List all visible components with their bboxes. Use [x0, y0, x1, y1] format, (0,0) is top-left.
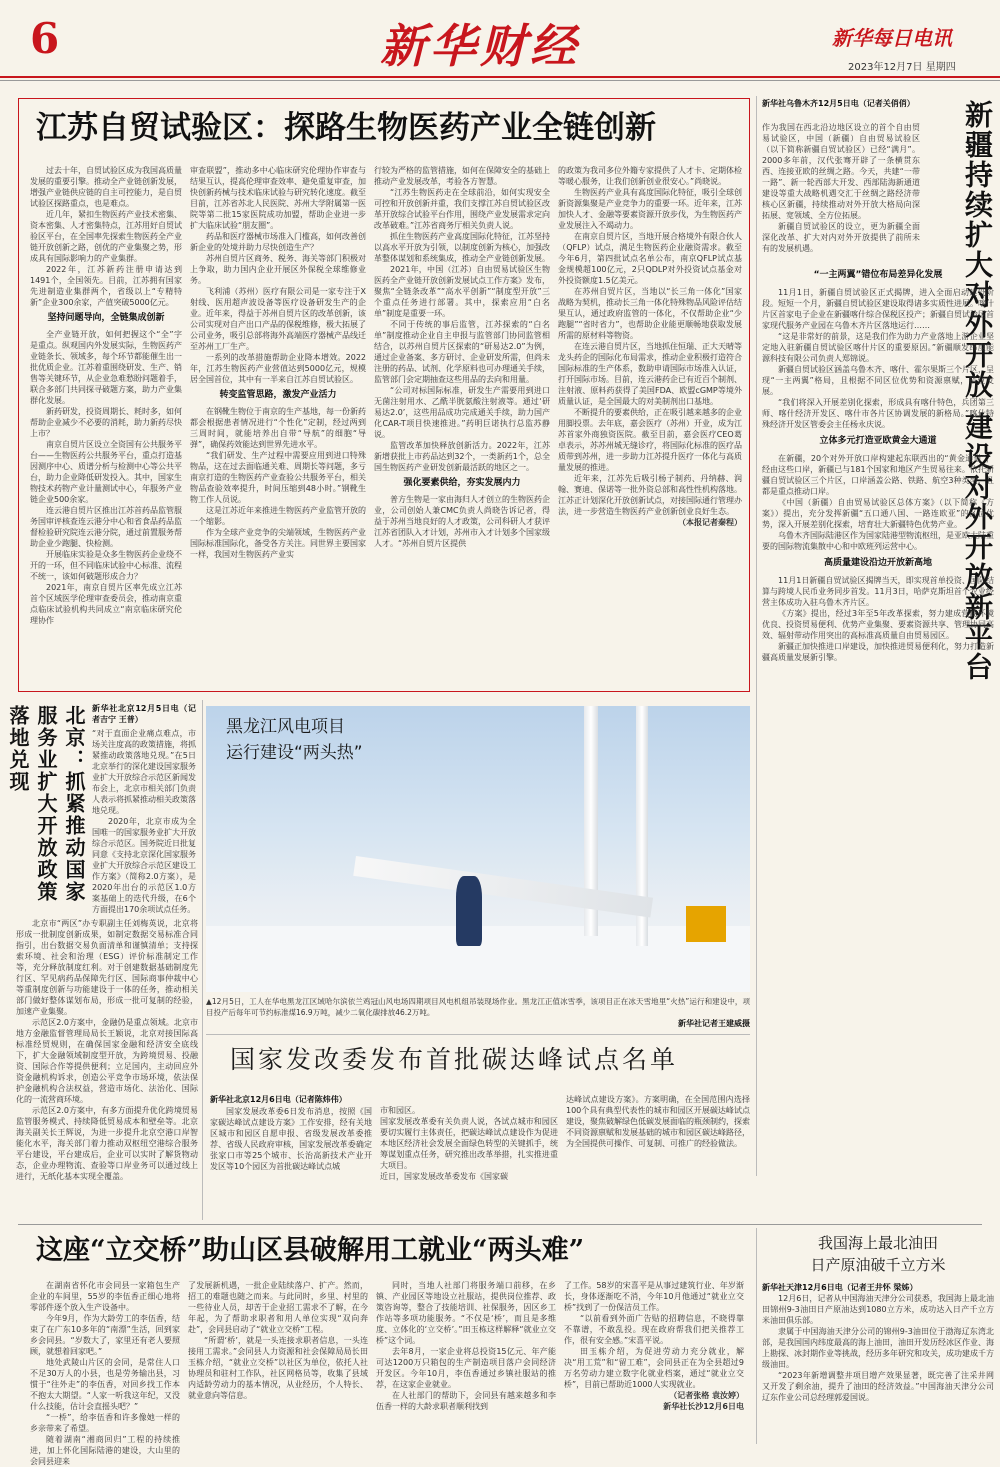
- lead-paragraph: 一系列的改革措施帮助企业降本增效。2022年，江苏生物医药产业营值达到5000亿元，规模居全国首位，其中有一半来自江苏自贸试验区。: [190, 353, 366, 384]
- shandong-paragraph: 了工作。58岁的宋喜平是从事过建筑行业、年岁渐长，身体逐渐吃不消，今年10月他通过“就业立交桥”找到了一份保洁员工作。: [564, 1281, 744, 1312]
- wind-turbine-photo: [206, 706, 750, 992]
- xinjiang-subheading: 立体多元打造亚欧黄金大通道: [819, 436, 937, 446]
- oilfield-paragraph: 12月6日，记者从中国海油天津分公司获悉，我国海上最北油田锦州9-3油田日产原油达到1080立方米，成功达入日产千立方米油田俱乐部。: [762, 1294, 994, 1325]
- lead-paragraph: 行较为严格的监管措施，如何在保障安全的基础上推动产业发展改革，考验各方智慧。: [374, 166, 550, 186]
- lead-col-1: [30, 165, 182, 687]
- xinjiang-intro: [762, 122, 920, 262]
- lead-paragraph: “我们研发、生产过程中需要应用到进口特殊物品，这在过去面临通关难、周期长等问题，多亏南京打造的生物医药产业查验公共服务平台，相关物品查验效率提升，时间压缩到48小时。”钢靴生物工作人员说。: [190, 451, 366, 504]
- lead-paragraph: 连云港自贸片区推出江苏首药品监管服务国审评核查连云港分中心和省食品药品监督检验研究院连云港分院，通过前置服务帮助企业少跑腿、快检测。: [30, 506, 182, 548]
- shandong-paragraph: 同时，当地人社部门将服务端口前移，在乡镇、产业园区等地设立社服站，提供岗位推荐、政策咨询等，整合了技能培训、社保服务，因区乡工作站等多项功能服务。“不仅是‘桥’，而且是多维度、立体化的‘立交桥’。”田玉栋这样解释“就业立交桥”这个词。: [376, 1281, 556, 1345]
- xinjiang-paragraph: “我们将深入开展差别化探索，形成具有喀什特色，兵团第三师、喀什经济开发区、喀什市各片区协调发展的新格局。”喀什特殊经济开发区管委会主任杨永庆说。: [762, 398, 994, 429]
- xinjiang-paragraph: 新疆正加快推进口岸建设，加快推进贸易便利化，努力打造新疆高质量发展新引擎。: [762, 642, 994, 662]
- oilfield-paragraph: “2023年新增调整井项目增产效果显著，既完善了注采井网又开发了剩余油，提升了油田的经济效益。”中国海油天津分公司辽东作业公司总经理郭爱国说。: [762, 1371, 994, 1402]
- lead-paragraph: 全产业链开放，如何把握这个“全”字是重点。纵观国内外发展实际，生物医药产业链条长、领域多，每个环节都能催生出一批优质企业。江苏着重围绕研发、生产、销售等关键环节，从企业急难愁盼问题着手，联合多部门共同探寻破题方案，助力产业集群化发展。: [30, 330, 182, 405]
- ndrc-paragraph: 市和园区。 国家发展改革委有关负责人说，各试点城市和园区要切实履行主体责任，把碳达峰试点建设作为促进本地区经济社会发展全面绿色转型的关键抓手，统筹谋划重点任务，研究推出改革举措，扎实推进重大项目。 近日，国家发展改革委发布《国家碳: [380, 1106, 558, 1181]
- lead-paragraph: 苏州自贸片区商务、税务、海关等部门积极对上争取，助力国内企业开展区外保税全球维修业务。: [190, 254, 366, 285]
- xinjiang-paragraph: 乌鲁木齐国际陆港区作为国家陆港型物流枢纽，是亚欧大陆重要的国际物流集散中心和中欧班列运营中心。: [762, 531, 994, 551]
- shandong-col-2: [188, 1280, 368, 1444]
- oilfield-headline: [762, 1232, 994, 1276]
- lead-paragraph: 飞利浦（苏州）医疗有限公司是一家专注于X射线、医用超声波设备等医疗设备研发生产的企业。近年来，得益于苏州自贸片区的改革创新，该公司实现对自产出口产品的保税维修，极大拓展了公司业务，吸引总部将海外高端医疗器械产品线迁至苏州工厂生产。: [190, 287, 366, 351]
- lead-paragraph: 作为全球产业竞争的尖端领域，生物医药产业国际标准国际化，备受各方关注。同世界主要国家一样，我国对生物医药产业实: [190, 528, 366, 559]
- header-rule: [0, 76, 1000, 78]
- page-header: [0, 0, 1000, 88]
- lead-paragraph: 审查联盟”，推动多中心临床研究伦理协作审查与结果互认，提高伦理审查效率、避免重复审查，加快创新药械与技术临床试验与研究转化速度。截至目前，江苏省苏北人民医院、苏州大学附属第一医院等第二批15家医院成功加盟，帮助企业进一步扩大临床试验“朋友圈”。: [190, 166, 366, 230]
- beijing-dateline: 新华社北京12月5日电（记者吉宁 王普）: [92, 704, 196, 724]
- xinjiang-paragraph: 作为我国在西北沿边地区设立的首个自由贸易试验区，中国（新疆）自由贸易试验区（以下简称新疆自贸试验区）已经“满月”。2000多年前，汉代张骞开辟了一条横贯东西、连接亚欧的丝绸之路。今天，共建“一带一路”、新一轮西部大开发、西部陆海新通道建设等重大战略机遇交汇于丝绸之路经济带核心区新疆，持续推动对外开放大格局向深拓展、宽领域、全方位拓展。: [762, 123, 920, 220]
- lead-paragraph: 新药研发，投资周期长、耗时多，如何帮助企业减少不必要的消耗，助力新药尽快上市？: [30, 407, 182, 438]
- beijing-paragraph: “对于直面企业痛点难点，市场关注度高的政策措施，将抓紧推动政策落地兑现。”在5日北京举行的深化建设国家服务业扩大开放综合示范区新闻发布会上，北京市相关部门负责人表示将抓紧推动相关政策落地兑现。: [92, 729, 196, 815]
- xinjiang-headline: 新疆持续扩大对外开放 建设对外开放新平台: [961, 100, 994, 682]
- crane-base: [686, 906, 726, 942]
- lead-col-4: [558, 165, 742, 687]
- lead-paragraph: 监管改革加快释放创新活力。2022年，江苏新增获批上市药品达到32个，一类新药1个，总全国生物医药产业研发创新最活跃的地区之一。: [374, 441, 550, 472]
- lead-paragraph: 在连云港自贸片区，当地抓住恒瑞、正大天晴等龙头药企的国际化布局需求，推动企业积极打造符合国际标准的生产体系，数助申请国际市场准入认证，打开国际市场。目前，连云港药企已有近百个制剂、注射液、原料药获得了美国FDA、欧盟cGMP等境外质量认证，是全国最大的对美制剂出口基地。: [558, 342, 742, 406]
- shandong-byline: （记者张格 袁汝婷）: [669, 1391, 744, 1400]
- xinjiang-subheading: 高质量建设沿边开放新高地: [823, 558, 932, 568]
- lead-paragraph: 2021年，南京自贸片区率先成立江苏首个区域医学伦理审查委员会，推动南京重点临床试验机构共同成立“南京临床研究伦理协作: [30, 583, 182, 625]
- xinjiang-paragraph: 《中国（新疆）自由贸易试验区总体方案》（以下简称《方案》）提出，充分发挥新疆“五口通八国、一路连欧亚”的区位优势，深入开展差别化探索，培育壮大新疆特色优势产业。: [762, 498, 994, 529]
- oilfield-divider: [756, 1228, 757, 1444]
- xinjiang-dateline: 新华社乌鲁木齐12月5日电（记者关俏俏）: [762, 99, 915, 108]
- masthead-brand: 新华每日电讯: [832, 26, 952, 50]
- shandong-paragraph: 了发展新机遇，一批企业陆续落户、扩产。然而，招工的难题也随之而来。与此同时，乡里、村里的一些待业人员，却苦于企业招工需求不了解，在今年起，为了帮助求职者和用人单位实现“双向奔赴”，会同县启动了“就业立交桥”工程。: [188, 1281, 368, 1334]
- lead-paragraph: 抓住生物医药产业高度国际化特征，江苏坚持以高水平开放为引领，以制度创新为核心，加强改革整体谋划和系统集成，推动全产业链创新发展。: [374, 232, 550, 263]
- shandong-col-4: [564, 1280, 744, 1444]
- worker-figure: [456, 876, 482, 946]
- shandong-paragraph: “所谓‘桥’，就是一头连接求职者信息，一头连接用工需求。”会同县人力资源和社会保障局局长田玉栋介绍，“就业立交桥”以社区为单位，依托人社协理员和驻村工作队，社区网格员等，收集了县域内适龄劳动力的基本情况，从业经历，个人特长、就业意向等信息。: [188, 1336, 368, 1400]
- ndrc-paragraph: 国家发展改革委6日发布消息，按照《国家碳达峰试点建设方案》工作安排，经有关地区城市和园区自愿申报、省级发展改革委推荐、省级人民政府审核，国家发展改革委确定张家口市等25个城市、长治高新技术产业开发区等10个园区为首批碳达峰试点城: [210, 1107, 372, 1171]
- xinjiang-paragraph: 新疆自贸试验区涵盖乌鲁木齐、喀什、霍尔果斯三个片区，呈现“一主两翼”格局，且根据不同区位优势和资源禀赋，错位发展。: [762, 365, 994, 396]
- photo-caption: ▲12月5日，工人在华电黑龙江区域哈尔滨依兰鸡冠山风电场四期项目风电机组吊装现场作业。黑龙江正值冰雪季，该项目正在冰天雪地里“火热”运行和建设中，项目投产后每年可节约标准煤16.9万吨，减少二氧化碳排放46.2万吨。: [206, 997, 750, 1017]
- shandong-col-1: [30, 1280, 180, 1466]
- lead-subheading: 强化要素供给，夯实发展内力: [403, 478, 521, 488]
- beijing-paragraph: 示范区2.0方案中，有多方面提升优化跨境贸易监管服务模式、持续降低贸易成本和壁垒等。北京海关副关长王辉说，为进一步提升北京空港口岸智能化水平，海关部门着力推动双枢纽空港综合服务平台建设，平台建成后，企业可以实时了解货物动态，企业办理物流、查验等口岸业务可以通过线上进行，无纸化基本实现全覆盖。: [16, 1106, 198, 1181]
- ndrc-rule-top: [206, 1034, 750, 1035]
- lead-paragraph: 近年来，江苏先后吸引杨子制药、丹纳赫、润翰、赛迪、保诺等一批外资总部和高性性机构落地。江苏正计划深化开放创新试点，对接国际通行管理办法，进一步营造生物医药产业创新创业良好生态。: [558, 474, 742, 516]
- lead-paragraph: “江苏生物医药走在全球前沿，如何实现安全可控和开放创新并重，我们支撑江苏自贸试验区改革开放综合试验平台作用，围绕产业发展需求定向改革破难。”江苏省商务厅相关负责人说。: [374, 188, 550, 230]
- xinjiang-divider: [756, 96, 757, 1176]
- lead-paragraph: 不同于传统的事后监管，江苏探索的“白名单”制度推动企业自主申报与监管部门协同监管相结合，以苏州自贸片区探索的“研易达2.0”为例，通过企业备案、多方研讨、企业研发所需，但尚未注册的药品、试剂、化学原料也可办理通关手续，监管部门会定期抽查这些用品的去向和用量。: [374, 320, 550, 384]
- xinjiang-paragraph: 在新疆，20个对外开放口岸构建起东联西出的“黄金通道”，经由这些口岸，新疆已与181个国家和地区产生贸易往来。依托新疆自贸试验区三个片区，口岸涵盖公路、铁路、航空3种类型，且都是重点推动口岸。: [762, 454, 994, 496]
- lead-paragraph: “公司对标国际标准，研发生产需要用到进口无菌注射用水、乙酰半胱氨酸注射液等。通过‘研易达2.0’，这些用品成功完成通关手续，助力国产化CAR-T项目快速推进。”药明巨诺执行总监苏静说。: [374, 386, 550, 439]
- lead-headline: 江苏自贸试验区：探路生物医药产业全链创新: [36, 110, 656, 146]
- shandong-dateline-end: 新华社长沙12月6日电: [663, 1402, 744, 1411]
- lead-paragraph: 在苏州自贸片区，当地以“长三角一体化”国家战略为契机，推动长三角一体化特殊物品风险评估结果互认，通过政府监管的一体化，不仅帮助企业“少跑腿”“省时省力”，也帮助企业能更顺畅地获取发展所需的原材料等物资。: [558, 287, 742, 340]
- xinjiang-body: [762, 266, 994, 1172]
- ndrc-dateline: 新华社北京12月6日电（记者陈炜伟）: [210, 1095, 347, 1104]
- photo-credit: 新华社记者王建威摄: [678, 1019, 750, 1028]
- xinjiang-paragraph: “这是非常好的前景，这是我们作为助力产业落地上游企业坚定地入驻新疆自贸试验区喀什片区的重要原因。”新疆顺发纬度能源科技有限公司负责人郑锦说。: [762, 332, 994, 363]
- section-title: 新华财经: [380, 19, 580, 73]
- beijing-headline: 北京：抓紧推动国家服务业扩大开放政策落地兑现: [6, 705, 86, 903]
- oilfield-body: [762, 1282, 994, 1444]
- lead-paragraph: 2021年，中国（江苏）自由贸易试验区生物医药全产业链开放创新发展试点工作方案》发布，聚焦“全链条改革”“高水平创新”“制度型开放”三个重点任务进行部署。其中，探索应用“白名单”制度是重要一环。: [374, 265, 550, 318]
- shandong-paragraph: “一桥”，给李伍香和许多像她一样的乡亲带来了希望。: [30, 1413, 180, 1433]
- xinjiang-paragraph: 11月1日，新疆自贸试验区正式揭牌，进入全面启动建设阶段。短短一个月，新疆自贸试验区建设取得诸多实质性进展。喀什片区首家电子企业在新疆喀什综合保税区投产；新疆自贸试验区首家现代服务产业园在乌鲁木齐片区落地运行……: [762, 288, 994, 330]
- lead-col-2: [190, 165, 366, 687]
- photo-title-line-2: 运行建设“两头热”: [226, 743, 363, 763]
- issue-date: 2023年12月7日 星期四: [848, 62, 956, 73]
- page-number: 6: [30, 14, 60, 63]
- beijing-divider: [202, 700, 203, 1220]
- lead-paragraph: 开展临床实验是众多生物医药企业绕不开的一环，但不同临床试验中心标准、流程不统一，该如何破题形成合力？: [30, 550, 182, 581]
- lead-paragraph: 近几年，紧扣生物医药产业技术密集、资本密集、人才密集特点，江苏用好自贸试验区平台，在全国率先探索生物医药全产业链开放创新之路，创优的产业集聚之势，形成具有国际影响力的产业集群。: [30, 210, 182, 263]
- shandong-paragraph: 在湖南省怀化市会同县一家箱包生产企业的车间里，55岁的李伍香正细心地将零部件逐个放入生产设备中。: [30, 1281, 180, 1312]
- shandong-col-3: [376, 1280, 556, 1444]
- oilfield-paragraph: 隶属于中国海油天津分公司的锦州9-3油田位于渤海辽东湾北部，是我国国内纬度最高的海上油田，油田开发历经冰区作业、海上勘探、冰封期作业等挑战，经历多年研究和攻关，成功建成千方级油田。: [762, 1327, 994, 1369]
- shandong-paragraph: 田玉栋介绍，为促进劳动力充分就业，解决“用工荒”和“留工难”，会同县正在为全县超过9万名劳动力建立数字化就业档案，通过“就业立交桥”，目前已帮助近1000人实现就业。: [564, 1347, 744, 1389]
- ndrc-col-2: [380, 1094, 558, 1212]
- lead-paragraph: 普方生物是一家由海归人才创立的生物医药企业，公司创始人兼CMC负责人尚晓告诉记者，得益于苏州当地良好的人才政策，公司科研人才获评江苏省团队入才计划，苏州市入才计划多个国家级人才。“苏州自贸片区提供: [374, 495, 550, 548]
- lead-col-3: [374, 165, 550, 687]
- xinjiang-paragraph: 11月1日新疆自贸试验区揭牌当天，即实现首单投资、国际结算与跨境人民币业务同步首发。11月3日，哈萨克斯坦首个农业经营主体成功入驻乌鲁木齐片区。: [762, 576, 994, 607]
- beijing-paragraph: 2020年，北京市成为全国唯一的国家服务业扩大开放综合示范区。国务院近日批复同意《支持北京深化国家服务业扩大开放综合示范区建设工作方案》（简称2.0方案），是2020年出台的示范区1.0方案基础上的迭代升级，在6个方面提出170余项试点任务。: [92, 817, 196, 914]
- shandong-paragraph: 去年8月，一家企业将总投资15亿元、年产能可达1200万只箱包的生产制造项目落户会同经济开发区。今年10月，李伍香通过乡镇社服站的推荐，在这家企业就业。: [376, 1347, 556, 1389]
- shandong-paragraph: 地处武陵山片区的会同，是常住人口不足30万人的小县，也是劳务输出县，习惯于“往外走”的李伍香，对回乡找工作本不抱太大期望。“人家一听我这年纪，又没什么技能，估计会直摇头吧？”: [30, 1358, 180, 1411]
- lead-paragraph: 生物医药产业具有高度国际化特征，吸引全球创新资源集聚是产业竞争力的重要一环。近年来，江苏加快人才、金融等要素资源开放步伐，为生物医药产业发展注入不竭动力。: [558, 188, 742, 230]
- bottom-rule: [18, 1224, 982, 1225]
- lead-paragraph: 药品和医疗器械市场准入门槛高，如何改善创新企业的处境并助力尽快创造生产？: [190, 232, 366, 252]
- ndrc-col-3: [566, 1094, 750, 1212]
- lead-paragraph: 不断提升的要素供给，正在吸引越来越多的企业用脚投票。去年底，嘉会医疗（苏州）开业，成为江苏首家外商独资医院。截至目前，嘉会医疗CEO葛卓表示，苏苏州城无缝诊疗，将国际化标准的医疗品质带到苏州，进一步助力江苏提升医疗一体化与高质量发展的推进。: [558, 408, 742, 472]
- oilfield-headline-line-2: 日产原油破千立方米: [810, 1256, 946, 1274]
- beijing-body-top: [92, 728, 196, 914]
- xinjiang-paragraph: 《方案》提出，经过3年至5年改革探索，努力建成营商环境优良、投资贸易便利、优势产业集聚、要素资源共享、管理协同高效、辐射带动作用突出的高标准高质量自由贸易园区。: [762, 609, 994, 640]
- turbine-blade: [353, 856, 653, 918]
- lead-paragraph: 2022年，江苏新药注册申请达到1491个，全国领先。目前，江苏拥有国家先进制造业集群两个，省级以上“专精特新”企业300余家，产值突破5000亿元。: [30, 265, 182, 307]
- lead-paragraph: 南京自贸片区设立全资国有公共服务平台——生物医药公共服务平台，重点打造基因测序中心、质谱分析与检测中心等公共平台，助力企业降低研发投入。其中，国家生物技术药物产业计量测试中心，年服务产业链企业500余家。: [30, 440, 182, 504]
- beijing-paragraph: 示范区2.0方案中，金融仍是重点领域。北京市地方金融监督管理局局长王颖说，北京对接国际高标准经贸规则，在确保国家金融和经济安全底线下，扩大金融领域制度型开放，为跨境贸易、投融资、国际合作等提供便利；立足国内，主动回应外资金融机构诉求，创造公平竞争市场环境，依法保护金融机构合法权益，营造市场化、法治化、国际化的一流营商环境。: [16, 1018, 198, 1104]
- lead-paragraph: 这是江苏近年来推进生物医药产业监管开放的一个缩影。: [190, 506, 366, 526]
- shandong-headline: 这座“立交桥”助山区县破解用工就业“两头难”: [36, 1235, 585, 1266]
- oilfield-dateline: 新华社天津12月6日电（记者王井怀 梁姊）: [762, 1283, 918, 1292]
- beijing-paragraph: 北京市“两区”办专职副主任刘梅英说，北京将形成一批制度创新成果，如制定数据交易标准合同指引，出台数据交易负面清单和谨慎清单；支持探索环境、社会和治理（ESG）评价标准制定工作等，充分释放制度红利。对于创建数据基础制度先行区、罕见病药品保障先行区、国际商事仲裁中心等重制度创新与功能建设于一体的任务，推动相关部门做好整体谋划布局，形成一批可复制的经验，加速产业集聚。: [16, 919, 198, 1016]
- lead-subheading: 坚持问题导向，全链集成创新: [47, 313, 165, 323]
- xinjiang-subheading: “一主两翼”错位布局差异化发展: [813, 270, 943, 280]
- lead-paragraph: 的政策为我司多位外籍专家提供了人才卡、定期体检等暖心服务，让我们创新创业很安心。”尚晓说。: [558, 166, 742, 186]
- shandong-paragraph: “以前看到外面广告贴的招聘信息，不晓得靠不靠谱，不敢乱投。现在政府帮我们把关推荐工作，很有安全感。”宋喜平说。: [564, 1314, 744, 1345]
- xinjiang-paragraph: 新疆自贸试验区的设立，更为新疆全面深化改革、扩大对内对外开放提供了前所未有的发展机遇。: [762, 222, 920, 253]
- lead-paragraph: 在钢靴生物位于南京的生产基地，每一份新药都会根据患者情况进行“个性化”定制，经过两到三周时间，就能培养出自带“导航”的细胞“导弹”，确保药效能达到世界先进水平。: [190, 407, 366, 449]
- ndrc-paragraph: 达峰试点建设方案》。方案明确，在全国范围内选择100个具有典型代表性的城市和园区开展碳达峰试点建设，聚焦破解绿色低碳发展面临的瓶颈制约，探索不同资源禀赋和发展基础的城市和园区碳达峰路径，为全国提供可操作、可复制、可推广的经验做法。: [566, 1095, 750, 1148]
- shandong-paragraph: 在人社部门的帮助下，会同县有越来越多和李伍香一样的大龄求职者顺利找到: [376, 1391, 556, 1411]
- lead-byline: （本报记者秦程）: [678, 518, 742, 527]
- lead-paragraph: 过去十年，自贸试验区成为我国高质量发展的重要引擎。推动全产业链创新发展，增强产业链供应链的自主可控能力，是自贸试验区探路重点，也是难点。: [30, 166, 182, 208]
- shandong-paragraph: 随着湖南“湘商回归”工程的持续推进，加上怀化国际陆港的建设，大山里的会同县迎来: [30, 1435, 180, 1466]
- oilfield-headline-line-1: 我国海上最北油田: [817, 1234, 938, 1252]
- header-rule-thin: [0, 80, 1000, 81]
- ndrc-headline: 国家发改委发布首批碳达峰试点名单: [230, 1045, 679, 1074]
- photo-title-line-1: 黑龙江风电项目: [226, 717, 345, 737]
- shandong-paragraph: 今年9月，作为大龄劳工的李伍香，结束了在广东10多年的“南漂”生活，回到家乡会同县。“岁数大了，家里还有老人要照顾，就想着回家吧。”: [30, 1314, 180, 1356]
- photo-title: [226, 714, 466, 766]
- beijing-body-bottom: [16, 918, 198, 1218]
- lead-subheading: 转变监管思路，激发产业活力: [219, 390, 337, 400]
- ndrc-col-1: [210, 1106, 372, 1212]
- lead-paragraph: 在南京自贸片区，当地开展合格境外有限合伙人（QFLP）试点，满足生物医药企业融资需求。截至今年6月，第四批试点名单公布，南京QFLP试点基金规模超100亿元，2只QDLP对外投资试点基金对外投资额度1.5亿美元。: [558, 232, 742, 285]
